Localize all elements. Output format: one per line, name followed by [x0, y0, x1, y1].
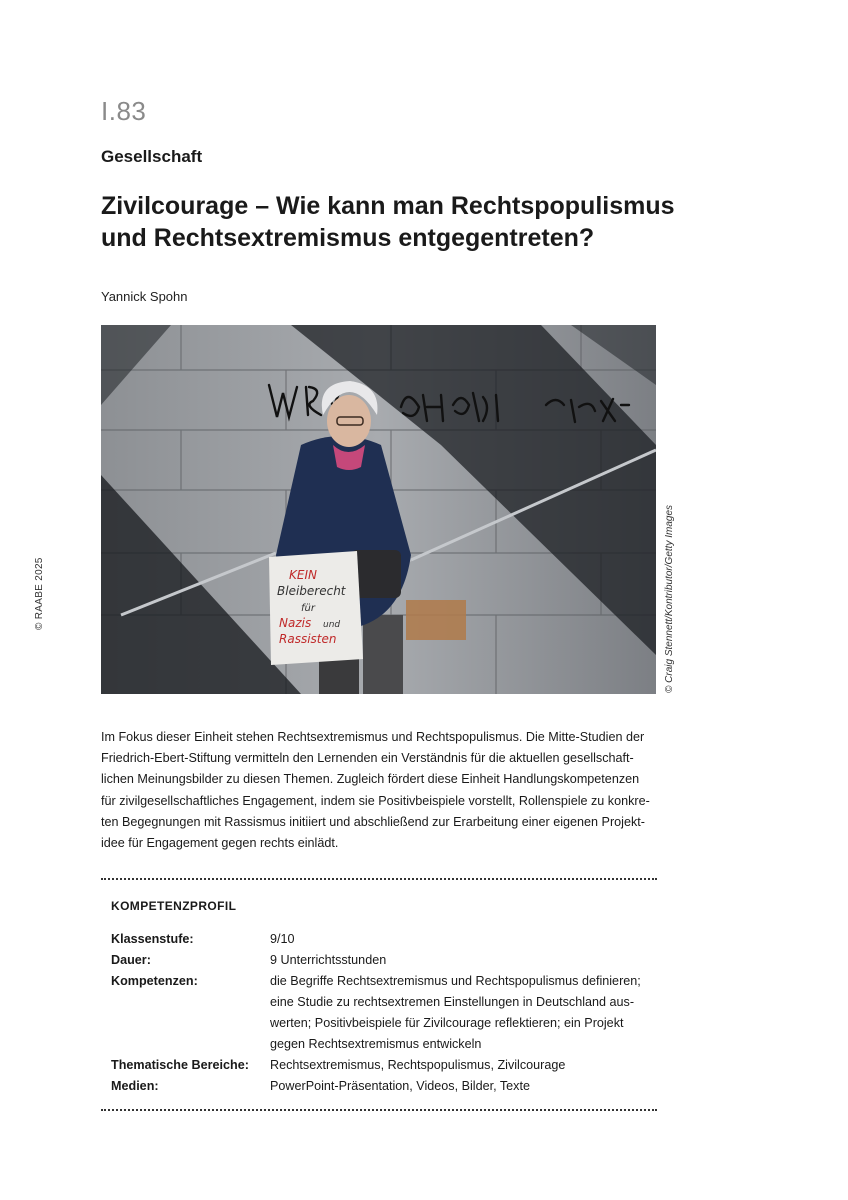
sign-line: für: [301, 603, 315, 614]
author: Yannick Spohn: [101, 289, 188, 304]
profile-value-line: Rechtsextremismus, Rechtspopulismus, Zivilcourage: [270, 1058, 566, 1072]
profile-label: Medien:: [111, 1079, 159, 1093]
profile-row: [111, 950, 651, 971]
profile-label: Dauer:: [111, 953, 151, 967]
profile-row: [111, 1055, 651, 1076]
profile-value: [270, 1055, 651, 1076]
profile-value-line: werten; Positivbeispiele für Zivilcourage reflektieren; ein Projekt: [270, 1016, 624, 1030]
profile-value-line: eine Studie zu rechtsextremen Einstellungen in Deutschland aus-: [270, 995, 635, 1009]
profile-row: [111, 929, 651, 950]
cover-photo: [101, 325, 656, 694]
profile-value-line: gegen Rechtsextremismus entwickeln: [270, 1037, 482, 1051]
photo-credit: © Craig Stennett/Kontributor/Getty Images: [664, 504, 675, 693]
competence-profile-heading: KOMPETENZPROFIL: [111, 899, 237, 913]
sign-line: und: [323, 620, 341, 630]
profile-label: Klassenstufe:: [111, 932, 194, 946]
category-label: Gesellschaft: [101, 147, 203, 166]
profile-row: [111, 1076, 651, 1097]
intro-line: lichen Meinungsbilder zu diesen Themen. Zugleich fördert diese Einheit Handlungskompetenzen: [101, 772, 640, 787]
sign-line: Rassisten: [279, 632, 337, 646]
unit-code: I.83: [101, 96, 147, 126]
title-line: und Rechtsextremismus entgegentreten?: [101, 224, 595, 252]
intro-line: für zivilgesellschaftliches Engagement, indem sie Positivbeispiele vorstellt, Rollenspiele zu konkre-: [101, 793, 650, 808]
profile-value: [270, 1076, 651, 1097]
intro-line: Friedrich-Ebert-Stiftung vermitteln den Lernenden ein Verständnis für die aktuellen gesellschaft-: [101, 751, 634, 766]
profile-value: [270, 950, 651, 971]
profile-value-line: PowerPoint-Präsentation, Videos, Bilder, Texte: [270, 1079, 530, 1093]
side-copyright: © RAABE 2025: [34, 557, 45, 630]
profile-value-line: 9/10: [270, 932, 295, 946]
intro-line: ten Begegnungen mit Rassismus initiiert und abschließend zur Erarbeitung einer eigenen Projekt-: [101, 814, 645, 829]
intro-line: Im Fokus dieser Einheit stehen Rechtsextremismus und Rechtspopulismus. Die Mitte-Studien der: [101, 730, 645, 744]
profile-value-line: die Begriffe Rechtsextremismus und Rechtspopulismus definieren;: [270, 974, 641, 988]
profile-value: [270, 971, 651, 1055]
dotted-divider: [101, 878, 657, 880]
competence-profile-table: [111, 929, 651, 1097]
intro-line: idee für Engagement gegen rechts einlädt.: [101, 836, 339, 851]
profile-value: [270, 929, 651, 950]
profile-label: Thematische Bereiche:: [111, 1058, 249, 1072]
sign-line: Nazis: [279, 616, 312, 630]
intro-paragraph: [101, 727, 657, 854]
title-line: Zivilcourage – Wie kann man Rechtspopulismus: [101, 192, 675, 220]
sign-line: KEIN: [289, 568, 317, 582]
photo-illustration: [101, 325, 656, 694]
dotted-divider: [101, 1109, 657, 1111]
profile-label: Kompetenzen:: [111, 974, 198, 988]
sign-line: Bleiberecht: [277, 584, 346, 598]
page-title: [101, 190, 681, 254]
profile-value-line: 9 Unterrichtsstunden: [270, 953, 387, 967]
profile-row: [111, 971, 651, 1055]
